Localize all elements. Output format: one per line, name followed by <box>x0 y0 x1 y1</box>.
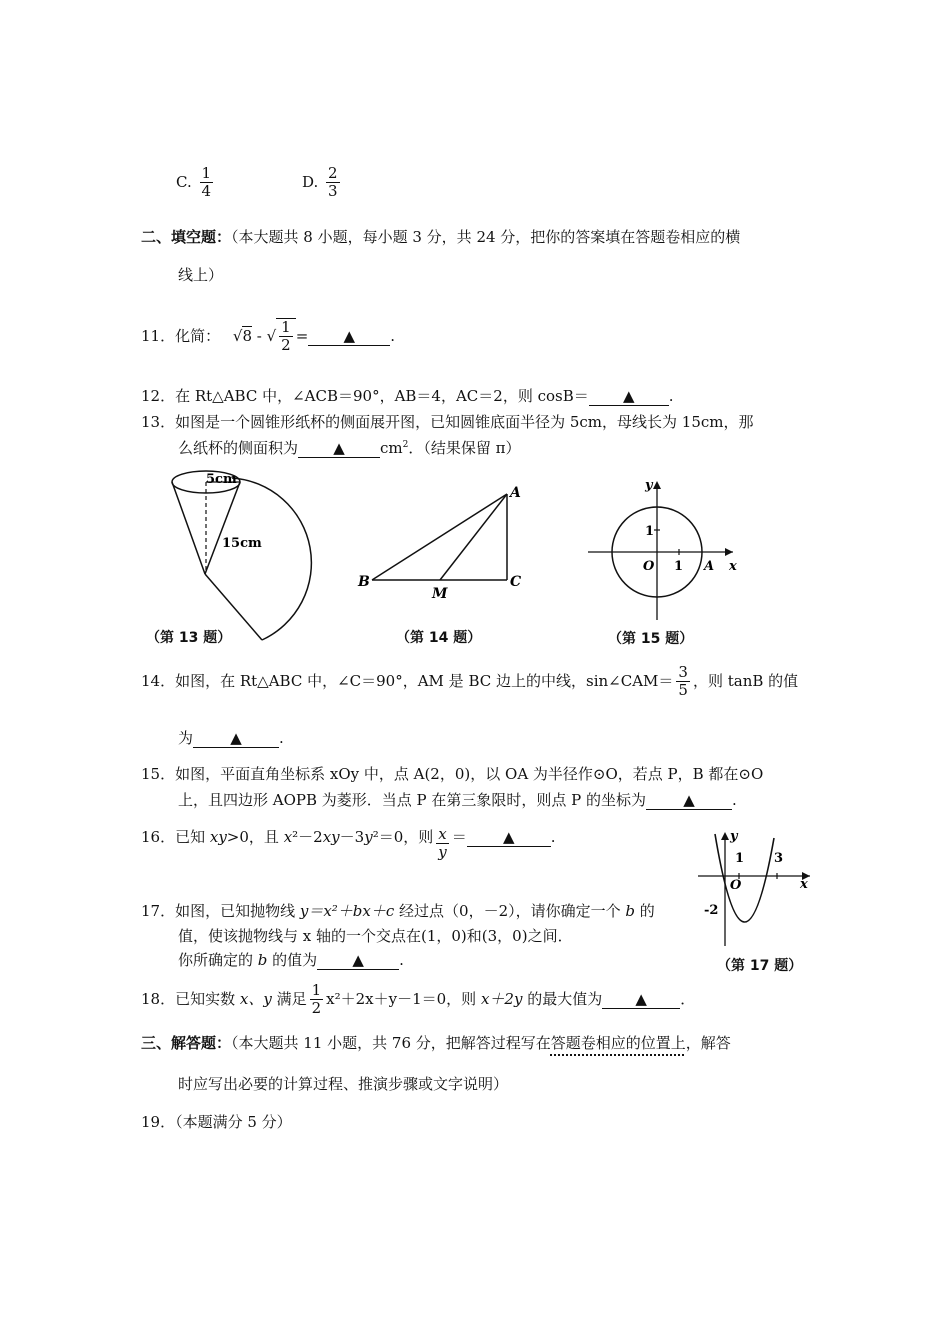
question-13-line1: 13．如图是一个圆锥形纸杯的侧面展开图，已知圆锥底面半径为 5cm，母线长为 15cm，那 <box>141 413 754 431</box>
cone-right-edge <box>205 482 240 574</box>
figure-14-triangle <box>352 482 527 602</box>
question-17-line3: 你所确定的 b 的值为 ▲ . <box>178 951 404 969</box>
section3-desc-cont: 时应写出必要的计算过程、推演步骤或文字说明） <box>178 1075 509 1093</box>
label-x: x <box>729 559 737 574</box>
choice-c: C. $\frac{1}{4}$ <box>176 164 212 201</box>
label-radius: 5cm <box>206 472 237 487</box>
section2-heading: 二、填空题：（本大题共 8 小题，每小题 3 分，共 24 分，把你的答案填在答题卷相应的横 <box>141 228 741 246</box>
y-axis-arrow <box>721 832 729 840</box>
question-19: 19．（本题满分 5 分） <box>141 1113 292 1131</box>
label-y: y <box>730 829 738 844</box>
label-c: C <box>510 574 522 590</box>
parabola-curve <box>715 834 774 922</box>
question-15-line2: 上，且四边形 AOPB 为菱形．当点 P 在第三象限时，则点 P 的坐标为 ▲ . <box>178 791 737 809</box>
emphasis-dotted-text: 答题卷相应的位置上 <box>550 1034 686 1052</box>
figure-17-parabola <box>690 828 820 950</box>
label-b: B <box>358 574 370 590</box>
label-minus-two: -2 <box>704 903 719 918</box>
answer-blank-12[interactable]: ▲ <box>589 387 669 406</box>
cone-left-edge <box>172 482 205 574</box>
answer-blank-16[interactable]: ▲ <box>467 828 551 847</box>
question-11: 11．化简： √8 - √ $\frac{1}{2}$ = ▲ . <box>141 318 396 355</box>
caption-14: （第 14 题） <box>396 630 482 646</box>
y-axis-arrow <box>653 481 661 489</box>
label-y: y <box>645 478 653 493</box>
answer-blank-18[interactable]: ▲ <box>602 990 680 1009</box>
question-14-line2: 为 ▲ . <box>178 729 284 747</box>
median-am <box>440 494 507 580</box>
label-x: x <box>800 877 808 892</box>
answer-blank-11[interactable]: ▲ <box>308 327 390 346</box>
label-m: M <box>432 586 448 602</box>
answer-blank-17[interactable]: ▲ <box>317 951 399 970</box>
label-o: O <box>643 559 655 574</box>
answer-blank-14[interactable]: ▲ <box>193 729 279 748</box>
label-three: 3 <box>774 851 784 866</box>
question-13-line2: 么纸杯的侧面积为 ▲ $cm^2$．（结果保留 π） <box>178 439 521 457</box>
question-18: 18．已知实数 x、y 满足 $\frac{1}{2}$ x²＋2x＋y－1＝0，则 x＋2y 的最大值为 ▲ ． <box>141 981 696 1018</box>
label-o: O <box>730 878 742 893</box>
caption-17: （第 17 题） <box>717 958 803 974</box>
label-one: 1 <box>735 851 745 866</box>
figure-15-circle <box>583 475 743 625</box>
x-axis-arrow <box>725 548 733 556</box>
caption-13: （第 13 题） <box>146 630 232 646</box>
side-ab <box>372 494 507 580</box>
section2-desc-cont: 线上） <box>178 266 224 284</box>
choice-d-fraction: $\frac{2}{3}$ <box>328 164 338 201</box>
figure-13-cone <box>140 462 315 652</box>
label-a: A <box>510 485 521 501</box>
label-one-y: 1 <box>645 524 655 539</box>
question-14: 14．如图，在 Rt△ABC 中，∠C＝90°，AM 是 BC 边上的中线，sin∠CAM＝ $\frac{3}{5}$ ，则 tanB 的值 <box>141 663 799 700</box>
question-16: 16．已知 xy>0，且 x²－2xy－3y²＝0，则 $\frac{x}{y}$ ＝ ▲ . <box>141 825 556 862</box>
answer-blank-15[interactable]: ▲ <box>646 791 732 810</box>
question-17-line2: 值，使该抛物线与 x 轴的一个交点在(1，0)和(3，0)之间． <box>178 927 573 945</box>
question-17-line1: 17．如图，已知抛物线 y＝x²＋bx＋c 经过点（0，－2），请你确定一个 b 的 <box>141 902 655 920</box>
caption-15: （第 15 题） <box>608 631 694 647</box>
label-one-x: 1 <box>674 559 684 574</box>
section3-heading: 三、解答题：（本大题共 11 小题，共 76 分，把解答过程写在答题卷相应的位置上，解答 <box>141 1034 731 1052</box>
sector-arc <box>232 478 311 640</box>
choice-c-fraction: $\frac{1}{4}$ <box>201 164 212 201</box>
label-a: A <box>704 559 715 574</box>
answer-blank-13[interactable]: ▲ <box>298 439 380 458</box>
question-15-line1: 15．如图，平面直角坐标系 xOy 中，点 A(2，0)，以 OA 为半径作⊙O，若点 P，B 都在⊙O <box>141 765 764 783</box>
question-12: 12．在 Rt△ABC 中，∠ACB＝90°，AB＝4，AC＝2，则 cosB＝ ▲ . <box>141 387 674 405</box>
label-slant: 15cm <box>222 536 262 551</box>
choice-d: D. $\frac{2}{3}$ <box>302 164 338 201</box>
